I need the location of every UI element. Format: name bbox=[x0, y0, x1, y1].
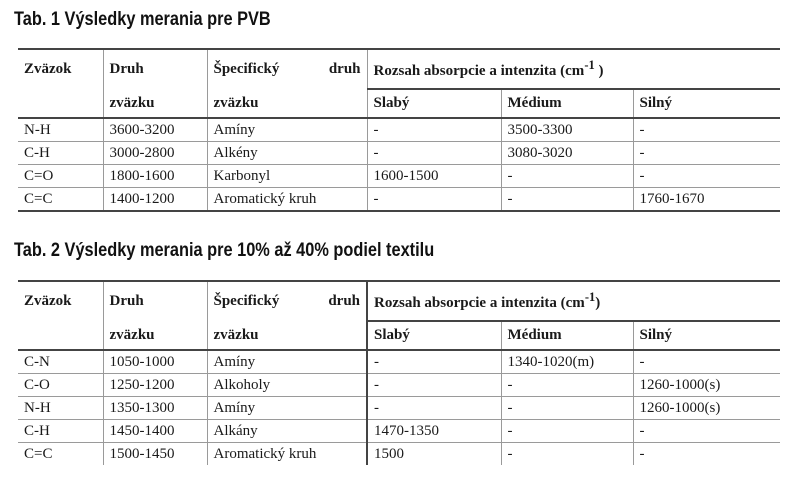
header-druh: Druh bbox=[103, 281, 207, 321]
table-row bbox=[18, 118, 780, 142]
header-weak: Slabý bbox=[367, 89, 501, 118]
table-2-caption: Tab. 2 Výsledky merania pre 10% až 40% podiel textilu bbox=[14, 240, 435, 261]
table-2 bbox=[18, 280, 780, 465]
header-range bbox=[367, 49, 780, 89]
header-zvazku-2: zväzku bbox=[207, 89, 367, 118]
header-range-end: ) bbox=[595, 295, 601, 311]
medium-cell: - bbox=[501, 374, 633, 397]
header-zvazok: Zväzok bbox=[18, 281, 103, 321]
header-druh: Druh bbox=[103, 49, 207, 89]
bond-type-cell: 1250-1200 bbox=[103, 374, 207, 397]
specific-type-cell: Amíny bbox=[207, 118, 367, 142]
strong-cell: - bbox=[633, 142, 780, 165]
header-zvazku-2: zväzku bbox=[207, 321, 367, 350]
table-header-row bbox=[18, 49, 780, 89]
medium-cell: - bbox=[501, 188, 633, 212]
header-specificky-word: Špecifický bbox=[213, 293, 280, 309]
header-strong: Silný bbox=[633, 321, 780, 350]
header-range bbox=[367, 281, 780, 321]
header-specificky-word: Špecifický bbox=[213, 61, 280, 77]
specific-type-cell: Aromatický kruh bbox=[207, 188, 367, 212]
medium-cell: 3500-3300 bbox=[501, 118, 633, 142]
table-header-row-2 bbox=[18, 89, 780, 118]
bond-cell: C-N bbox=[18, 350, 103, 374]
bond-type-cell: 1500-1450 bbox=[103, 443, 207, 466]
header-medium: Médium bbox=[501, 89, 633, 118]
header-specificky-druh bbox=[207, 49, 367, 89]
table-row bbox=[18, 443, 780, 466]
weak-cell: 1500 bbox=[367, 443, 501, 466]
weak-cell: - bbox=[367, 188, 501, 212]
header-range-end: ) bbox=[594, 63, 604, 79]
weak-cell: - bbox=[367, 397, 501, 420]
strong-cell: - bbox=[639, 121, 645, 138]
specific-type-cell: Alkény bbox=[207, 142, 367, 165]
header-range-text: Rozsah absorpcie a intenzita (cm bbox=[373, 63, 585, 79]
bond-cell: C-O bbox=[18, 374, 103, 397]
bond-cell: N-H bbox=[18, 397, 103, 420]
table-1-caption: Tab. 1 Výsledky merania pre PVB bbox=[14, 9, 271, 30]
header-range-sup: -1 bbox=[584, 58, 595, 72]
bond-type-cell: 1050-1000 bbox=[103, 350, 207, 374]
bond-type-cell: 1350-1300 bbox=[103, 397, 207, 420]
strong-cell: - bbox=[633, 165, 780, 188]
bond-type-cell: 1800-1600 bbox=[103, 165, 207, 188]
medium-cell: - bbox=[501, 443, 633, 466]
medium-cell: - bbox=[501, 165, 633, 188]
strong-cell: - bbox=[633, 420, 780, 443]
table-row bbox=[18, 397, 780, 420]
strong-cell: - bbox=[639, 353, 645, 370]
weak-cell: - bbox=[367, 374, 501, 397]
bond-cell: C-H bbox=[18, 142, 103, 165]
header-range-sup: -1 bbox=[584, 290, 596, 304]
table-header-row-2 bbox=[18, 321, 780, 350]
bond-cell: C=C bbox=[18, 188, 103, 212]
table-row bbox=[18, 165, 780, 188]
header-specificky-druh bbox=[207, 281, 367, 321]
specific-type-cell: Amíny bbox=[207, 397, 367, 420]
bond-type-cell: 1450-1400 bbox=[103, 420, 207, 443]
medium-cell: 3080-3020 bbox=[501, 142, 633, 165]
strong-cell: 1760-1670 bbox=[633, 188, 780, 212]
header-medium: Médium bbox=[501, 321, 633, 350]
strong-cell: 1260-1000(s) bbox=[633, 397, 780, 420]
bond-type-cell: 1400-1200 bbox=[103, 188, 207, 212]
bond-type-cell: 3600-3200 bbox=[103, 118, 207, 142]
medium-cell: - bbox=[501, 397, 633, 420]
table-row bbox=[18, 142, 780, 165]
weak-cell: - bbox=[367, 142, 501, 165]
table-row bbox=[18, 188, 780, 212]
table-header-row bbox=[18, 281, 780, 321]
bond-type-cell: 3000-2800 bbox=[103, 142, 207, 165]
header-zvazok-cont bbox=[18, 321, 103, 350]
table-row bbox=[18, 374, 780, 397]
header-weak: Slabý bbox=[367, 321, 501, 350]
header-range-text: Rozsah absorpcie a intenzita (cm bbox=[374, 295, 585, 311]
header-zvazok: Zväzok bbox=[18, 49, 103, 89]
specific-type-cell: Alkány bbox=[207, 420, 367, 443]
table-row bbox=[18, 350, 780, 374]
header-zvazku-1: zväzku bbox=[103, 89, 207, 118]
header-druh-word: druh bbox=[328, 61, 361, 77]
specific-type-cell: Aromatický kruh bbox=[207, 443, 367, 466]
bond-cell: C-H bbox=[18, 420, 103, 443]
weak-cell: - bbox=[367, 350, 501, 374]
table-row bbox=[18, 420, 780, 443]
specific-type-cell: Amíny bbox=[207, 350, 367, 374]
bond-cell: C=C bbox=[18, 443, 103, 466]
weak-cell: 1600-1500 bbox=[367, 165, 501, 188]
medium-cell: 1340-1020(m) bbox=[501, 350, 633, 374]
medium-cell: - bbox=[501, 420, 633, 443]
header-zvazok-cont bbox=[18, 89, 103, 118]
header-zvazku-1: zväzku bbox=[103, 321, 207, 350]
specific-type-cell: Alkoholy bbox=[207, 374, 367, 397]
table-1 bbox=[18, 48, 780, 212]
weak-cell: - bbox=[367, 118, 501, 142]
header-strong: Silný bbox=[633, 89, 780, 118]
bond-cell: C=O bbox=[18, 165, 103, 188]
weak-cell: 1470-1350 bbox=[367, 420, 501, 443]
header-druh-word: druh bbox=[328, 293, 360, 309]
specific-type-cell: Karbonyl bbox=[207, 165, 367, 188]
strong-cell: - bbox=[633, 443, 780, 466]
bond-cell: N-H bbox=[18, 118, 103, 142]
strong-cell: 1260-1000(s) bbox=[633, 374, 780, 397]
